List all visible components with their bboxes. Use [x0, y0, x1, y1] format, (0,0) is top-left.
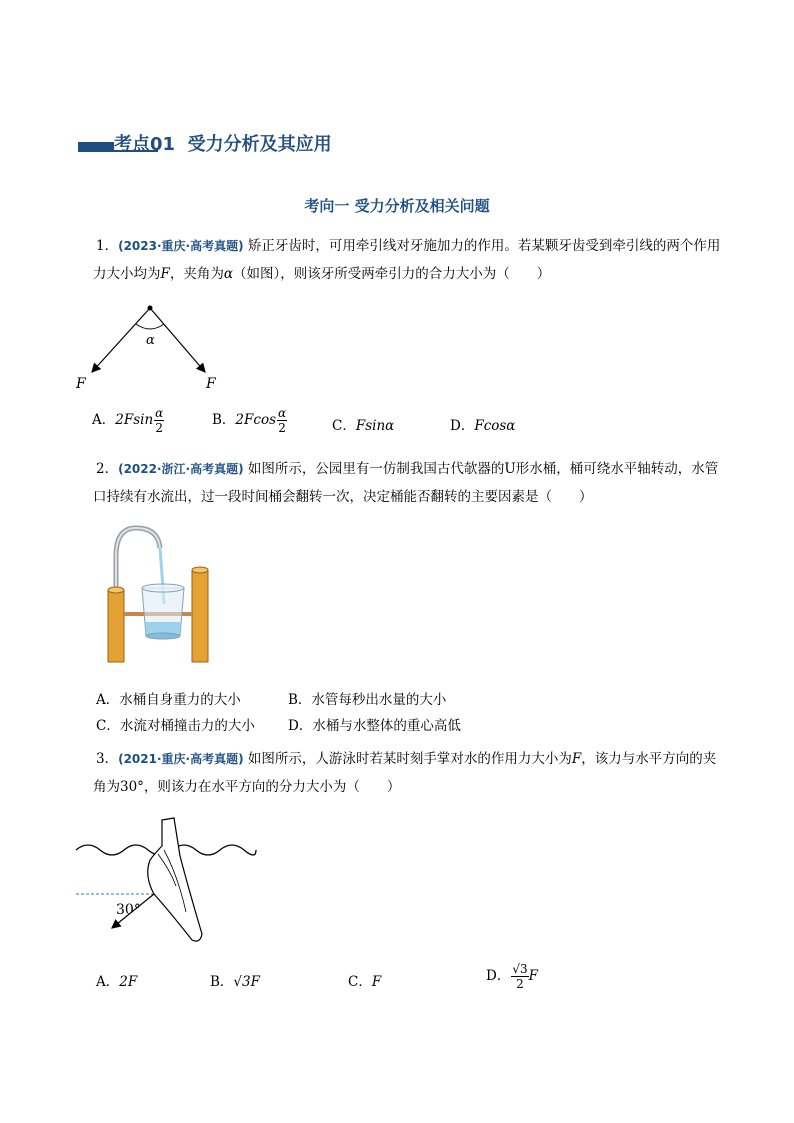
- q1-option-a[interactable]: A．2Fsin $\frac{\alpha}{2}$: [92, 406, 164, 435]
- q1-option-d[interactable]: D．Fcosα: [450, 418, 516, 434]
- q1-left-force-label: F: [76, 376, 86, 392]
- section-title: 考点01 受力分析及其应用: [114, 134, 332, 155]
- q2-option-d[interactable]: D．水桶与水整体的重心高低: [288, 718, 461, 734]
- subsection-title: 考向一 受力分析及相关问题: [304, 197, 490, 215]
- q2-source: (2022·浙江·高考真题): [118, 462, 244, 476]
- q1-force-diagram: [70, 298, 240, 398]
- q2-option-a[interactable]: A．水桶自身重力的大小: [96, 692, 241, 708]
- q3-option-d[interactable]: D． $\frac{√3}{2}$ F: [486, 962, 538, 991]
- q2-water-bucket-figure: [104, 526, 214, 662]
- q3-option-b[interactable]: B．√3F: [210, 974, 260, 990]
- q1-right-force-label: F: [206, 376, 216, 392]
- question-2: 2．(2022·浙江·高考真题) 如图所示，公园里有一仿制我国古代欹器的U形水桶，桶可绕水平轴转动，水管 口持续有水流出，过一段时间桶会翻转一次，决定桶能否翻转的主要因素是（ ）: [93, 461, 719, 505]
- q2-option-c[interactable]: C．水流对桶撞击力的大小: [96, 718, 255, 734]
- q3-swimmer-hand-figure: [74, 816, 264, 946]
- q3-source: (2021·重庆·高考真题): [118, 752, 244, 766]
- q1-angle-label: α: [146, 333, 155, 348]
- q2-option-b[interactable]: B．水管每秒出水量的大小: [288, 692, 447, 708]
- q3-option-c[interactable]: C．F: [348, 974, 382, 990]
- q1-option-b[interactable]: B．2Fcos $\frac{\alpha}{2}$: [212, 406, 287, 435]
- q3-option-a[interactable]: A．2F: [96, 974, 138, 990]
- section-bar-decoration: [78, 142, 114, 150]
- q1-option-c[interactable]: C．Fsinα: [332, 418, 395, 434]
- question-1: 1．(2023·重庆·高考真题) 矫正牙齿时，可用牵引线对牙施加力的作用。若某颗牙齿受到牵引线的两个作用 力大小均为F，夹角为α（如图），则该牙所受两牵引力的合力大小为（ ）: [93, 238, 721, 282]
- q1-source: (2023·重庆·高考真题): [118, 239, 244, 253]
- q3-angle-label: 30°: [116, 902, 141, 918]
- question-3: 3．(2021·重庆·高考真题) 如图所示，人游泳时若某时刻手掌对水的作用力大小为F，该力与水平方向的夹 角为30°，则该力在水平方向的分力大小为（ ）: [93, 751, 717, 795]
